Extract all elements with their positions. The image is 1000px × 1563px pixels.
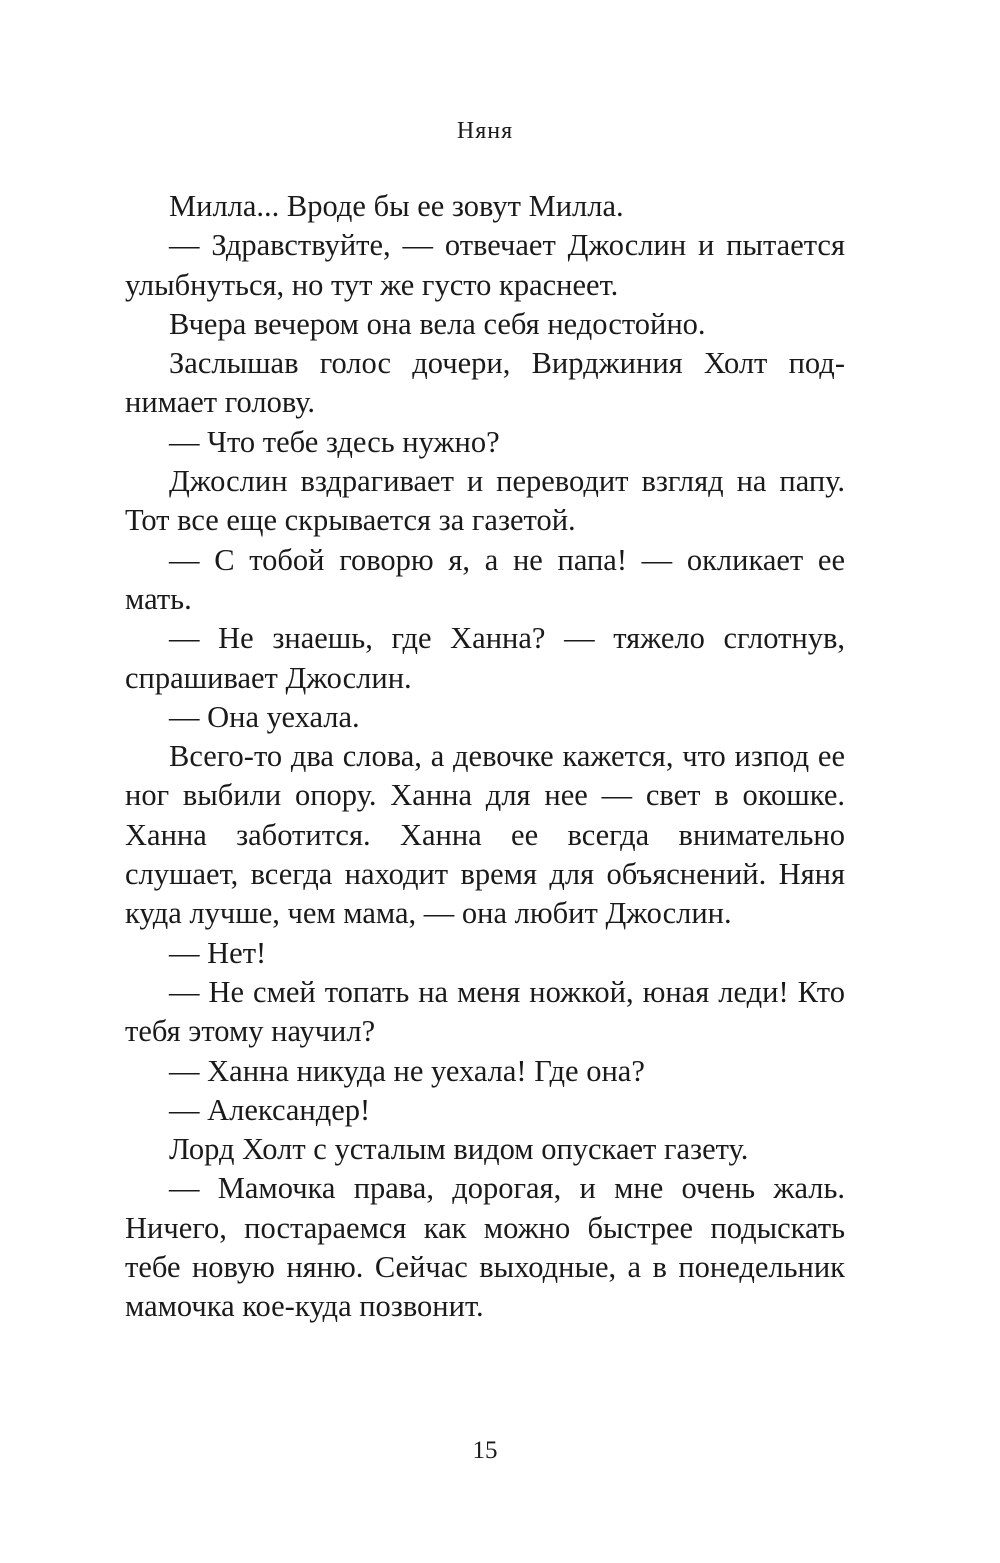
paragraph: — Мамочка права, дорогая, и мне очень жаль. Ничего, постараемся как можно быстрее подыскать тебе новую няню. Сейчас выходные, а в понедельник мамочка кое-куда позвонит.	[125, 1171, 845, 1324]
paragraph: Всего-то два слова, а девочке кажется, что изпод ее ног выбили опору. Ханна для нее — свет в окошке. Ханна заботится. Ханна ее всегда внимательно слушает, всегда находит время для объяснений. Няня куда лучше, чем мама, — она любит Джослин.	[125, 739, 845, 931]
paragraph: — Здравствуйте, — отвечает Джослин и пытается улыбнуться, но тут же густо краснеет.	[125, 228, 845, 302]
paragraph: Джослин вздрагивает и переводит взгляд на папу. Тот все еще скрывается за газетой.	[125, 464, 845, 538]
paragraph: — С тобой говорю я, а не папа! — окликает ее мать.	[125, 542, 845, 616]
page-number: 15	[472, 1437, 498, 1464]
paragraph: — Она уехала.	[169, 699, 360, 734]
paragraph: — Ханна никуда не уехала! Где она?	[169, 1053, 645, 1088]
paragraph: — Не знаешь, где Ханна? — тяжело сглотнув, спрашивает Джослин.	[125, 621, 845, 695]
body-text	[125, 187, 845, 1327]
running-head: Няня	[456, 118, 514, 144]
paragraph: — Нет!	[169, 935, 267, 970]
paragraph: — Не смей топать на меня ножкой, юная леди! Кто тебя этому научил?	[125, 974, 845, 1049]
paragraph: — Что тебе здесь нужно?	[169, 424, 500, 459]
paragraph: Лорд Холт с усталым видом опускает газету.	[169, 1132, 749, 1167]
paragraph: — Александер!	[169, 1092, 371, 1127]
paragraph: Заслышав голос дочери, Вирджиния Холт поднимает голову.	[125, 346, 845, 420]
paragraph: Милла... Вроде бы ее зовут Милла.	[169, 189, 624, 223]
paragraph: Вчера вечером она вела себя недостойно.	[169, 306, 706, 341]
